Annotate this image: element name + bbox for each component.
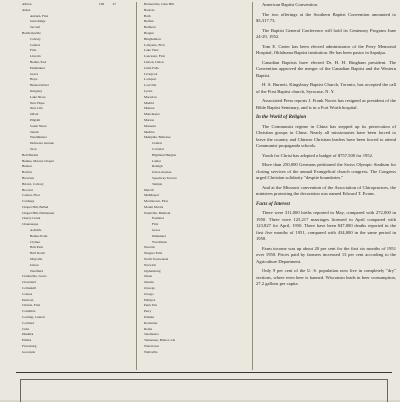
church-name: Memphis, Bellevue [144,135,171,140]
church-name: Tennessee, Bristol, Lin [144,338,176,343]
church-name: Delaware Avenue [30,141,54,146]
church-name: Hall Park [30,245,43,250]
church-name: Speedway Terrace [152,175,177,180]
church-name: Barnesville, Glen Hill [144,2,174,6]
church-name: Madrid [144,100,154,105]
church-name: Raleigh [152,164,163,169]
church-name: Newark [144,245,155,250]
church-name: Eastland [152,216,164,221]
church-name: Immanuel [152,233,166,238]
church-name: Norwich [144,262,156,267]
church-name: Emmanuel [30,65,45,70]
church-name: Brewster [22,175,35,180]
section-heading: In the World of Religion [256,115,307,120]
news-paragraph: Tom E. Carter has been elected administrator of the Perry Memorial Hospital, Oklahoma Baptist institution. He has been pastor in Sapulpa. [256,43,396,55]
church-name: Medina [144,129,155,134]
church-name: Macedon [144,94,157,99]
church-name: Chautauqua [22,222,39,227]
church-name: Pilgrim [30,117,41,122]
church-name: Bemus, Marcus Chapel [22,158,54,163]
section-heading: Facts of Interest [256,201,290,207]
church-name: First [30,48,37,53]
church-name: Grace [152,228,161,233]
news-paragraph: The Communist regime in China has stepped up its persecution of Christian groups in China. Nearly all missionaries have been forced to leave the country and Chinese Christian leaders have been forced to attend Communist propaganda schools. [256,123,396,148]
church-name: Frewsburg [22,344,37,349]
column-rule [136,2,137,370]
church-table-column-2 [144,2,254,356]
church-name: South Shore [30,123,47,128]
church-name: Bemus Point [30,233,48,238]
church-name: Bethel, East [30,59,47,64]
church-name: Elmira [22,338,32,343]
church-name: Bath [144,13,151,18]
church-name: Belmont [144,25,156,30]
church-name: Carthage [22,199,35,204]
church-name: Cuba [22,326,30,331]
news-paragraph: Only 9 per cent of the U. S. population now live in completely "dry" sections, where even beer is banned. Wisconsin leads in beer consumption, 27.2 gallons per capita. [256,268,396,286]
news-paragraph: American Baptist Convention. [262,2,319,7]
church-name: Clarksville, Grace [22,274,47,279]
church-name: Olivet [30,112,39,117]
church-name: Lisbon, Union [144,59,164,64]
church-name: Marion [144,117,154,122]
church-name: Auburn, First [30,13,49,18]
church-name: Baldwinsville [22,30,41,35]
church-name: Cherry Creek [22,216,41,221]
church-name: Salamanca [144,332,159,337]
church-name: Woodmont [152,239,167,244]
church-name: Corning, Central [22,315,45,320]
church-name: Colonial [152,146,164,151]
church-name: Olean [144,274,153,279]
church-name: Rome [144,326,153,331]
church-name: Batavia [144,7,155,12]
news-paragraph: More than 250,000 Germans petitioned the Swiss Olympic Stadium for closing services of the annual Evangelical church congress. The Congress urged Christian solidarity "despite boundaries." [256,162,396,180]
church-name: First [152,222,159,227]
column-rule [252,2,253,370]
news-paragraph: Canadian Baptists have elected Dr. H. H. Bingham president. The Convention approved the merger of the Canadian Baptist and the Western Baptist. [256,59,396,78]
church-name: Merrill [144,187,154,192]
church-name: Oneida [144,280,154,285]
church-name: Clinton, First [22,303,41,308]
church-name: Hall North [30,251,45,256]
church-name: Cleveland [22,280,36,285]
church-name: Dunkirk [22,332,34,337]
church-name: Cohoes [22,291,33,296]
church-name: Binghamton [144,36,161,41]
church-name: Temple [152,181,163,186]
church-name: Delevan [22,297,34,302]
church-name: Lake Shore [30,94,46,99]
church-name: Bristol, Calvary [22,181,44,186]
church-name: Niagara Falls [144,251,163,256]
church-name: Chapel Hill, Bethel [22,204,49,209]
church-name: Canton, First [22,193,40,198]
church-name: Penn Yan [144,303,157,308]
church-name: Hudson River [30,83,49,88]
church-name: Union [30,262,39,267]
church-name: Lamar [152,158,161,163]
church-name: Ogdensburg [144,268,161,273]
church-name: Grace [30,71,39,76]
church-name: Pulaski [144,315,154,320]
news-paragraph: H. S. Burnett, Kingsbury Baptist Church, Toronto, has accepted the call of the First Baptist church, Syracuse, N. Y. [256,82,396,94]
church-name: Bolivar [22,170,33,175]
church-name: New Life [30,106,43,111]
news-paragraph: The Baptist General Conference will hold its Centenary Program June 24-29, 1952. [256,27,396,39]
church-name: Malone [144,106,155,111]
news-paragraph: Farm income was up about 20 per cent for the first six months of 1951 over 1950. Prices paid by farmers increased 13 per cent according to the Agriculture Department. [256,245,396,264]
church-name: Glen Ridge [30,19,46,24]
church-name: Morristown, First [144,199,168,204]
church-name: Zion [30,146,37,151]
church-table-column-1 [22,2,130,356]
church-name: Second [30,25,40,30]
table-row [144,350,254,356]
church-name: Hope [30,77,38,82]
church-name: Salem [30,129,39,134]
church-name: Lake View [144,48,159,53]
church-name: Central [30,42,40,47]
table-row [22,350,130,356]
church-name: Nashville, Belmont [144,210,171,215]
church-name: Albion [22,2,32,6]
church-name: Kingsley [30,88,43,93]
church-name: Brocton [22,187,33,192]
church-name: Watertown [144,344,159,349]
church-name: Westminster [30,135,47,140]
church-name: Oswego [144,286,156,291]
church-name: Clymer [30,239,41,244]
church-name: Belfast [144,19,154,24]
church-name: Benton [22,164,32,169]
church-name: Wellsville [144,349,158,354]
church-name: Ashville [30,228,42,233]
church-name: Owego [144,291,154,296]
church-name: Perry [144,309,152,314]
church-name: Palmyra [144,297,156,302]
church-name: Rochester [144,320,158,325]
church-name: Lowville [144,83,157,88]
church-name: Columbia [22,309,36,314]
church-name: Massena [144,123,156,128]
church-name: Calvary [30,36,41,41]
news-paragraph: Associated Press reports J. Frank Norris has resigned as president of the Bible Baptist Seminary, and is in a Fort Worth hospital. [256,98,396,110]
news-paragraph: And at the Missouri convention of the Association of Chiropractors, the ministers protesting the decoration was named Edward T. Evans. [256,184,396,196]
church-name: Alden [22,7,31,12]
church-name: Liverpool [144,71,158,76]
news-column [256,2,396,291]
church-name: Bell Buckle [22,152,39,157]
church-name: Middleport [144,193,160,198]
church-name: Little Falls [144,65,159,70]
church-name: Cobleskill [22,286,36,291]
church-name: Manchester [144,112,160,117]
church-name: Westfield [30,268,43,273]
church-name: Lockport [144,77,157,82]
news-paragraph: The two offerings at the Southern Baptist Convention amounted to $3,317.73. [256,11,396,23]
church-name: Mount Morris [144,204,164,209]
church-name: Mayville [30,257,43,262]
church-name: Union Avenue [152,170,172,175]
church-name: Lafayette, First [144,42,165,47]
church-name: Central [152,141,162,146]
church-name: Gowanda [22,349,35,354]
church-name: Lincoln [30,54,41,59]
news-paragraph: Youth for Christ has adopted a budget of $757,500 for 1952. [262,152,374,158]
church-name: Chapel Hill, Emmanuel [22,210,55,215]
bottom-frame [16,372,392,401]
church-name: New Hope [30,100,45,105]
church-name: Lancaster, First [144,54,165,59]
count-a: 108 [98,2,104,6]
church-name: Cortland [22,320,34,325]
church-name: Lyons [144,88,153,93]
church-name: North Tonawanda [144,257,169,262]
church-name: Bergen [144,30,154,35]
church-name: Highland Heights [152,152,177,157]
news-paragraph: There were 311,000 births reported in May, compared with 272,000 in 1950. There were 125,217 marriages licensed in April compared with 123,827 for April, 1950. There have been 847,000 deaths reported in the first five months of 1951, compared with 434,000 in the same period in 1950. [256,210,396,241]
bottom-inner-box [20,379,388,402]
count-b: 27 [112,2,116,6]
